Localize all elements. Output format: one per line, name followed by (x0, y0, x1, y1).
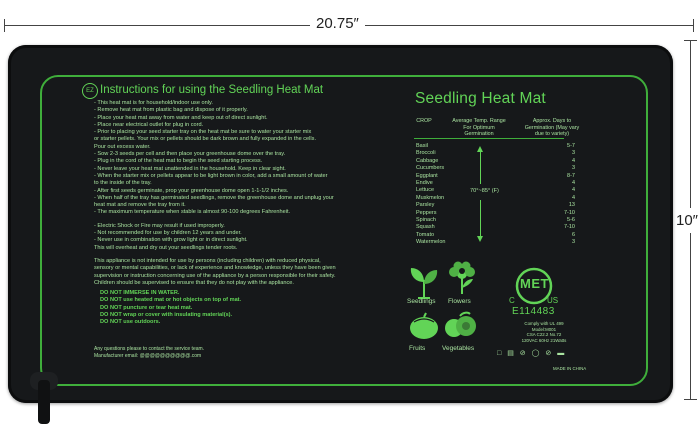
height-dimension (676, 40, 700, 400)
appliance-note-line: sensory or mental capabilities, or lack of experience and knowledge, unless they have been given (94, 265, 336, 272)
seedling-icon (404, 262, 444, 300)
crop-item: Peppers (416, 209, 437, 216)
safety-line: - Never use in combination with grow light or in direct sunlight. (94, 237, 248, 244)
instruction-line: Pour out excess water. (94, 143, 151, 150)
table-head-temp: Average Temp. Range For Optimum Germination (452, 118, 506, 137)
days-item: 3 (571, 150, 575, 157)
days-list (555, 143, 575, 247)
cert-line: Model:M001 (531, 326, 557, 332)
crop-item: Cucumbers (416, 165, 445, 172)
crop-item: Parsley (416, 202, 435, 209)
safety-line: - Not recommended for use by children 12 years and under. (94, 230, 242, 237)
instruction-line: - Place near electrical outlet for plug in cord. (94, 121, 204, 128)
no-fold-icon: ⊘ (519, 350, 528, 357)
cert-line: 120VAC 60Hz 21Watts (521, 337, 567, 343)
cert-line: CSA C22.2 No.72 (526, 332, 562, 338)
instruction-line: - The maximum temperature when stable is almost 90-100 degrees Fahrenheit. (94, 209, 291, 216)
no-water-icon: ◯ (531, 350, 542, 357)
crop-item: Tomato (416, 231, 435, 238)
days-item: 7-10 (563, 224, 575, 231)
instruction-line: - When the starter mix or pellets appear to be light brown in color, add a small amount of water (94, 172, 328, 179)
arrow-up-icon (480, 148, 481, 184)
instruction-line: heat mat and remove the tray from it. (94, 202, 186, 209)
no-outdoor-icon: ⊘ (545, 350, 554, 357)
instruction-line: - Prior to placing your seed starter tray on the heat mat be sure to water your starter mix (94, 129, 312, 136)
power-cord (38, 380, 50, 424)
product-title: Seedling Heat Mat (415, 90, 546, 107)
warning-line: DO NOT IMMERSE IN WATER. (100, 290, 180, 297)
contact-line: Any questions please to contact the service team. (94, 346, 205, 352)
flower-icon (442, 260, 482, 298)
width-dimension-label: 20.75″ (310, 15, 365, 32)
indoor-use-icon: □ (497, 350, 504, 357)
instruction-line: - Sow 2-3 seeds per cell and then place your greenhouse dome over the tray. (94, 151, 286, 158)
days-item: 3 (571, 165, 575, 172)
instruction-line: - Plug in the cord of the heat mat to begin the seed starting process. (94, 158, 263, 165)
certification-details (519, 321, 569, 343)
instructions-block (94, 100, 369, 327)
warning-line: DO NOT puncture or tear heat mat. (100, 304, 193, 311)
met-logo-us: US (547, 296, 559, 305)
crop-item: Cabbage (416, 157, 439, 164)
instructions-title: Instructions for using the Seedling Heat Mat (100, 84, 324, 96)
appliance-note-line: Children should be supervised to ensure that they do not play with the appliance. (94, 279, 294, 286)
instruction-line: - Never leave your heat mat unattended in the household. Keep in clear sight. (94, 165, 286, 172)
crop-item: Spinach (416, 217, 436, 224)
table-rule (414, 138, 564, 139)
height-dimension-label: 10″ (676, 208, 698, 233)
crop-item: Basil (416, 143, 428, 149)
safety-line: - Electric Shock or Fire may result if used improperly. (94, 222, 225, 229)
days-item: 8-7 (567, 172, 575, 179)
days-item: 4 (571, 157, 575, 164)
certification-code: E114483 (512, 306, 555, 317)
instruction-line: - After first seeds germinate, prop your greenhouse dome open 1-1-1/2 inches. (94, 187, 289, 194)
days-item: 4 (571, 194, 575, 201)
fruits-label: Fruits (409, 345, 426, 352)
made-in-label: MADE IN CHINA (553, 366, 587, 371)
instruction-line: to the inside of the tray. (94, 180, 152, 187)
met-logo-text: MET (520, 276, 549, 291)
contact-line: Manufacturer email: @@@@@@@@@@.com (94, 352, 202, 359)
warning-line: DO NOT wrap or cover with insulating material(s). (100, 312, 233, 319)
arrow-down-icon (480, 200, 481, 240)
days-item: 3 (571, 239, 575, 246)
compliance-symbols (497, 349, 566, 357)
days-item: 4 (571, 180, 575, 187)
days-item: 7-10 (563, 209, 575, 216)
width-dimension-cap-right (693, 19, 694, 32)
cert-line: Comply with UL 499 (524, 321, 564, 326)
days-item: 4 (571, 187, 575, 194)
contact-footer (94, 346, 204, 359)
table-head-crop: CROP (416, 118, 432, 124)
crop-item: Lettuce (416, 187, 435, 194)
crop-item: Muskmelon (416, 194, 445, 201)
manual-icon: ▤ (507, 350, 516, 357)
met-logo-c: C (509, 296, 515, 305)
appliance-note-line: supervision or instruction concerning use of the appliance by a person responsible for their safety. (94, 272, 336, 279)
safety-line: This will overheat and dry out your seedlings tender roots. (94, 244, 238, 251)
width-dimension (0, 15, 700, 35)
days-item: 6 (571, 231, 575, 238)
brand-badge-icon: EZ (82, 83, 98, 99)
instruction-line: - Remove heat mat from plastic bag and dispose of it properly. (94, 107, 248, 114)
met-certification-logo (509, 262, 559, 312)
instruction-line: - This heat mat is for household/indoor use only. (94, 100, 213, 106)
appliance-note-line: This appliance is not intended for use by persons (including children) with reduced physical, (94, 257, 321, 264)
seedlings-label: Seedlings (407, 298, 436, 305)
warning-line: DO NOT use heated mat or hot objects on top of mat. (100, 297, 242, 304)
days-item: 5-6 (567, 217, 575, 224)
crop-item: Eggplant (416, 172, 438, 179)
crop-list (416, 143, 445, 247)
table-head-days: Approx. Days to Germination (May vary due to variety) (524, 118, 580, 137)
days-item: 13 (568, 202, 575, 209)
days-item: 5-7 (567, 143, 575, 149)
height-dimension-cap-bottom (684, 399, 697, 400)
vegetables-label: Vegetables (442, 345, 475, 352)
crop-item: Broccoli (416, 150, 436, 157)
recycle-bin-icon: ▬ (557, 350, 567, 357)
crop-item: Watermelon (416, 239, 446, 246)
flowers-label: Flowers (448, 298, 471, 305)
instruction-line: - Place your heat mat away from water and keep out of direct sunlight. (94, 114, 268, 121)
warning-line: DO NOT use outdoors. (100, 319, 161, 326)
instruction-line: - When half of the tray has germinated seedlings, remove the greenhouse dome and unplug your (94, 194, 334, 201)
crop-item: Endive (416, 180, 433, 187)
crop-item: Squash (416, 224, 435, 231)
temp-range-label: 70°~85° (F) (470, 188, 499, 194)
vegetable-icon (440, 310, 480, 348)
instruction-line: or starter pellets. Your mix or pellets should be dark brown and fully expanded in the cells. (94, 136, 317, 143)
